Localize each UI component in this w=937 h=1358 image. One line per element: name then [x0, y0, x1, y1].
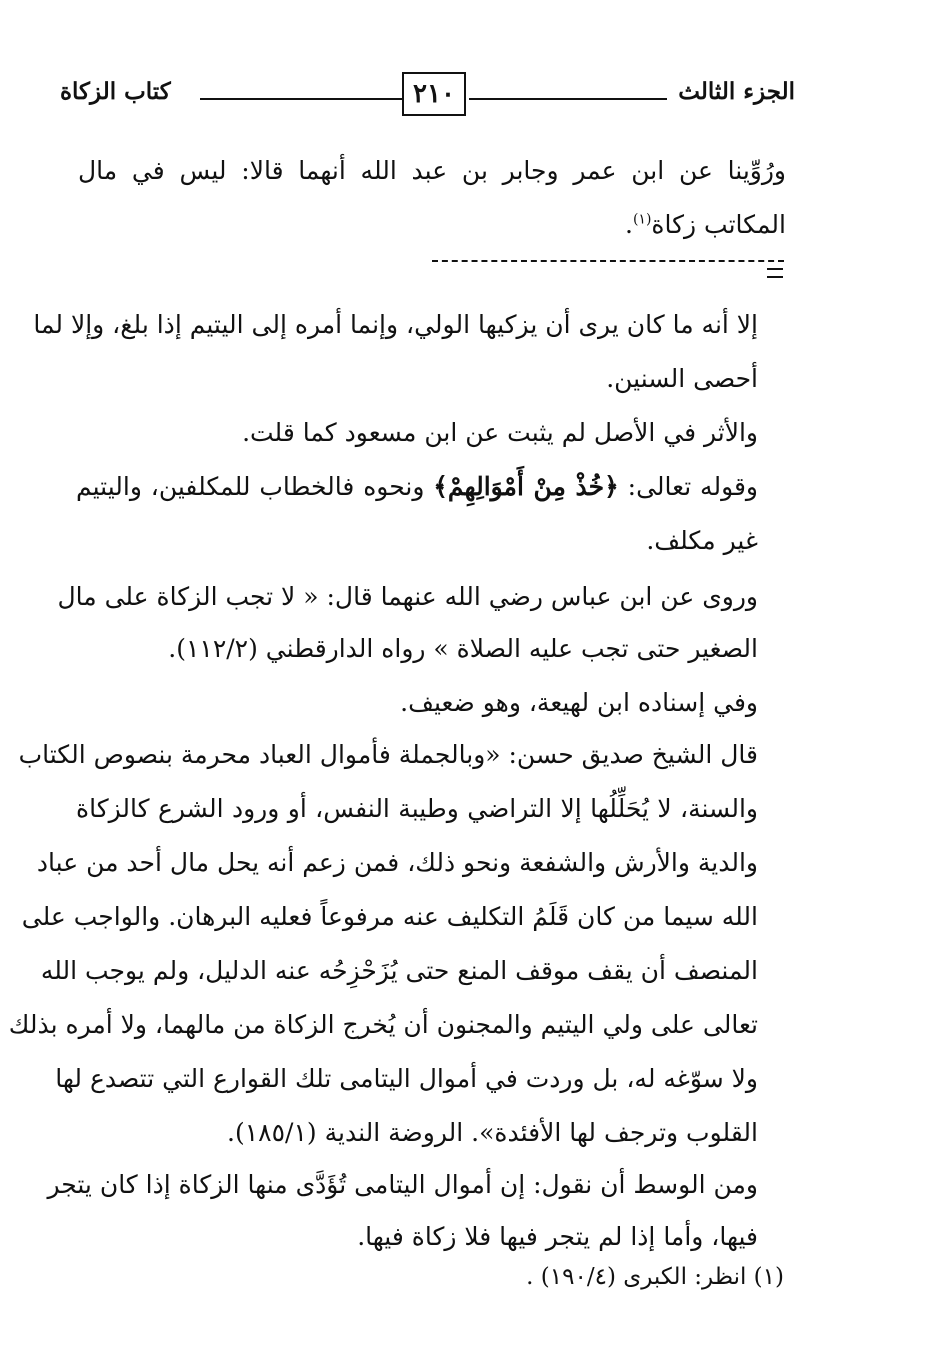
running-header	[60, 72, 795, 124]
commentary-line: قال الشيخ صديق حسن: «وبالجملة فأموال العباد محرمة بنصوص الكتاب	[18, 740, 758, 769]
continuation-marker	[767, 268, 783, 278]
commentary-line: إلا أنه ما كان يرى أن يزكيها الولي، وإنما أمره إلى اليتيم إذا بلغ، وإلا لما	[33, 310, 758, 339]
main-line-2-end: .	[624, 210, 633, 239]
page-number: ٢١٠	[402, 72, 466, 116]
main-line-2	[625, 210, 786, 239]
commentary-line: والأثر في الأصل لم يثبت عن ابن مسعود كما قلت.	[242, 418, 758, 447]
commentary-line: والسنة، لا يُحَلِّلُها إلا التراضي وطيبة النفس، أو ورود الشرع كالزكاة	[76, 794, 758, 823]
commentary-line: ولا سوّغه له، بل وردت في أموال اليتامى تلك القوارع التي تتصدع لها	[55, 1064, 758, 1093]
commentary-line: ومن الوسط أن نقول: إن أموال اليتامى تُؤَدَّى منها الزكاة إذا كان يتجر	[47, 1170, 758, 1199]
commentary-line: القلوب وترجف لها الأفئدة». الروضة الندية (١٨٥/١).	[227, 1118, 758, 1147]
commentary-line: المنصف أن يقف موقف المنع حتى يُزَحْزِحُه عنه الدليل، ولم يوجب الله	[40, 956, 758, 985]
commentary-line	[76, 472, 758, 501]
part-title: الجزء الثالث	[678, 78, 795, 105]
footnote-reference: (١)	[632, 211, 652, 228]
quran-verse: ﴿خُذْ مِنْ أَمْوَالِهِمْ﴾	[433, 472, 619, 501]
book-title: كتاب الزكاة	[60, 78, 171, 105]
commentary-line: فيها، وأما إذا لم يتجر فيها فلا زكاة فيها.	[357, 1222, 758, 1251]
main-line-1: ورُوِّينا عن ابن عمر وجابر بن عبد الله أنهما قالا: ليس في مال	[78, 156, 786, 185]
commentary-line: والدية والأرش والشفعة ونحو ذلك، فمن زعم أنه يحل مال أحد من عباد	[36, 848, 758, 877]
header-rule-left	[200, 98, 402, 100]
footnote-text: (١) انظر: الكبرى (١٩٠/٤) .	[526, 1264, 784, 1290]
commentary-text: ونحوه فالخطاب للمكلفين، واليتيم	[76, 472, 434, 501]
dashed-separator	[432, 260, 784, 262]
main-text	[78, 150, 786, 260]
commentary-text: وقوله تعالى:	[618, 472, 759, 501]
commentary-line: وروى عن ابن عباس رضي الله عنهما قال: « لا تجب الزكاة على مال	[57, 582, 758, 611]
commentary-line: أحصى السنين.	[606, 364, 758, 393]
main-line-2-text: المكاتب زكاة	[651, 210, 786, 239]
commentary-line: وفي إسناده ابن لهيعة، وهو ضعيف.	[400, 688, 758, 717]
commentary-line: غير مكلف.	[646, 526, 758, 555]
commentary-line: تعالى على ولي اليتيم والمجنون أن يُخرج الزكاة من مالهما، ولا أمره بذلك	[8, 1010, 758, 1039]
footnote	[480, 1262, 784, 1302]
commentary-line: الصغير حتى تجب عليه الصلاة » رواه الدارقطني (١١٢/٢).	[168, 634, 758, 663]
commentary-line: الله سيما من كان قَلَمُ التكليف عنه مرفوعاً فعليه البرهان. والواجب على	[21, 902, 758, 931]
header-rule-right	[469, 98, 667, 100]
commentary	[8, 300, 759, 1260]
